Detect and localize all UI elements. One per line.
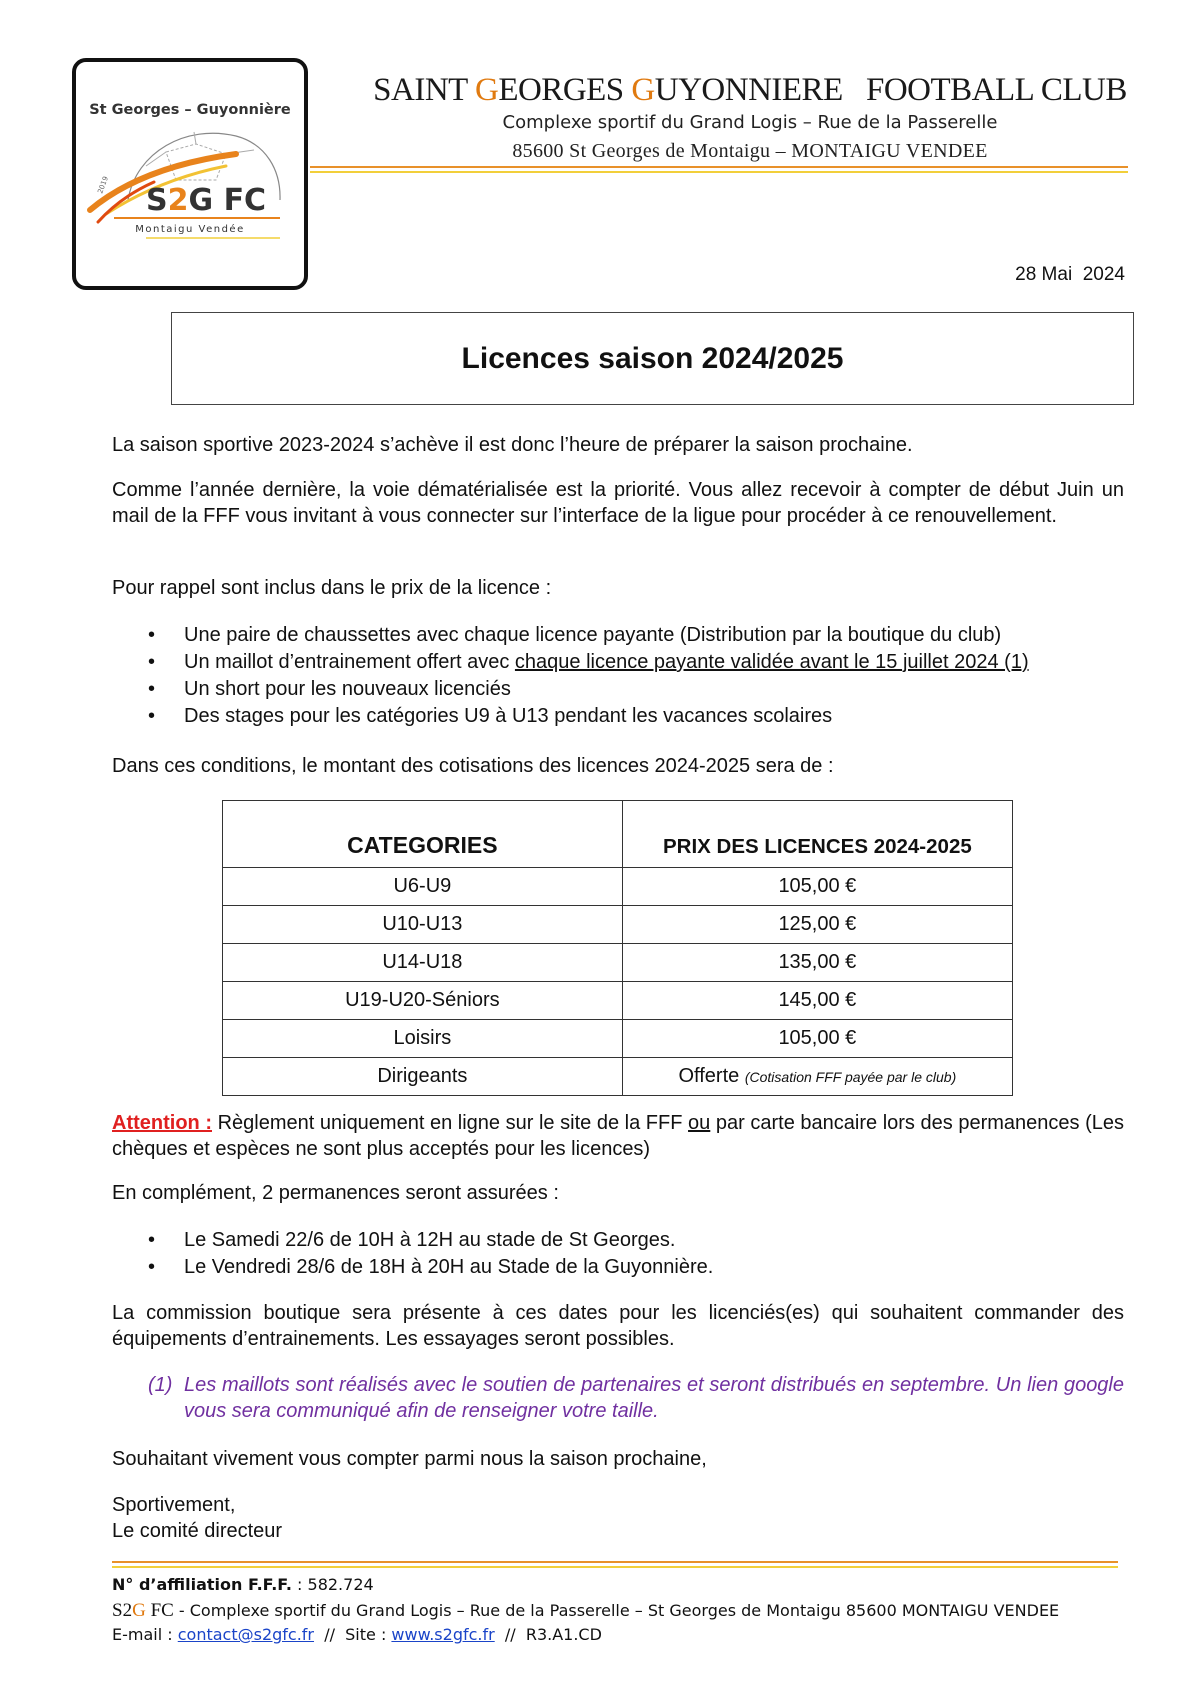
category-cell: U19-U20-Séniors [223, 982, 623, 1020]
header-rule-orange [310, 166, 1128, 168]
list-item: • Un maillot d’entrainement offert avec chaque licence payante validée avant le 15 juillet 2024 (1) [148, 649, 1138, 676]
paragraph-included: Pour rappel sont inclus dans le prix de la licence : [112, 577, 552, 599]
table-row [223, 982, 1013, 1020]
category-cell: U6-U9 [223, 868, 623, 906]
list-item: • Une paire de chaussettes avec chaque licence payante (Distribution par la boutique du club) [148, 622, 1138, 649]
header-rule-yellow [310, 171, 1128, 173]
footnote-text: Les maillots sont réalisés avec le soutien de partenaires et seront distribués en septembre. Un lien google vous sera communiqué afin de renseigner votre taille. [184, 1374, 1124, 1422]
attention-label: Attention : [112, 1112, 212, 1134]
paragraph-intro: La saison sportive 2023-2024 s’achève il est donc l’heure de préparer la saison prochaine. [112, 434, 913, 456]
price-table [222, 800, 1013, 1096]
price-cell: 105,00 € [622, 868, 1012, 906]
logo-subtitle: Montaigu Vendée [135, 224, 245, 235]
list-item: • Le Vendredi 28/6 de 18H à 20H au Stade de la Guyonnière. [148, 1254, 1138, 1281]
paragraph-boutique: La commission boutique sera présente à ces dates pour les licenciés(es) qui souhaitent commander des équipements d’entrainements. Les essayages seront possibles. [112, 1302, 1124, 1350]
page-title: Licences saison 2024/2025 [171, 312, 1134, 405]
footer-affiliation: N° d’affiliation F.F.F. : 582.724 [112, 1575, 374, 1594]
paragraph-conditions: Dans ces conditions, le montant des cotisations des licences 2024-2025 sera de : [112, 755, 834, 777]
logo-top-text: St Georges – Guyonnière [89, 102, 291, 118]
logo-graphic [76, 62, 304, 286]
footer-rule-orange [112, 1561, 1118, 1563]
table-row [223, 906, 1013, 944]
category-cell: Loisirs [223, 1020, 623, 1058]
table-row [223, 1058, 1013, 1096]
price-note: (Cotisation FFF payée par le club) [744, 1069, 957, 1085]
list-item: • Un short pour les nouveaux licenciés [148, 676, 1138, 703]
category-cell: U10-U13 [223, 906, 623, 944]
svg-text:S2G FC: S2G FC [146, 183, 267, 218]
column-header-prices: PRIX DES LICENCES 2024-2025 [622, 801, 1012, 868]
permanences-list [148, 1227, 1138, 1281]
list-item: • Des stages pour les catégories U9 à U13 pendant les vacances scolaires [148, 703, 1138, 730]
site-link[interactable]: www.s2gfc.fr [391, 1625, 495, 1644]
price-cell: 135,00 € [622, 944, 1012, 982]
footer-address: S2G FC - Complexe sportif du Grand Logis – Rue de la Passerelle – St Georges de Montaigu 85600 MONTAIGU VENDEE [112, 1600, 1060, 1621]
category-cell: U14-U18 [223, 944, 623, 982]
logo-year: 2019 [96, 175, 110, 195]
signature-line1: Sportivement, [112, 1494, 236, 1516]
footer-contact: E-mail : contact@s2gfc.fr // Site : www.s2gfc.fr // R3.A1.CD [112, 1625, 602, 1644]
letter-date: 28 Mai 2024 [1015, 264, 1125, 285]
price-cell: 125,00 € [622, 906, 1012, 944]
table-row [223, 1020, 1013, 1058]
price-cell: 145,00 € [622, 982, 1012, 1020]
header-address-line2: 85600 St Georges de Montaigu – MONTAIGU VENDEE [512, 140, 988, 162]
list-item: • Le Samedi 22/6 de 10H à 12H au stade de St Georges. [148, 1227, 1138, 1254]
category-cell: Dirigeants [223, 1058, 623, 1096]
paragraph-permanences: En complément, 2 permanences seront assurées : [112, 1182, 559, 1204]
footer-rule-yellow [112, 1566, 1118, 1568]
paragraph-closing: Souhaitant vivement vous compter parmi nous la saison prochaine, [112, 1448, 707, 1470]
column-header-categories: CATEGORIES [223, 801, 623, 868]
included-list [148, 622, 1138, 730]
footnote-number: (1) [148, 1374, 173, 1396]
header-address-line1: Complexe sportif du Grand Logis – Rue de la Passerelle [502, 112, 998, 133]
club-name: SAINT GEORGES GUYONNIERE FOOTBALL CLUB [373, 72, 1127, 108]
club-logo [72, 58, 308, 290]
paragraph-dematerialise: Comme l’année dernière, la voie dématérialisée est la priorité. Vous allez recevoir à compter de début Juin un mail de la FFF vous invitant à vous connecter sur l’interface de la ligue pour procéder à ce renouvellement. [112, 479, 1124, 527]
footer-brand: S2G FC [112, 1600, 174, 1621]
price-cell: 105,00 € [622, 1020, 1012, 1058]
table-row [223, 868, 1013, 906]
email-link[interactable]: contact@s2gfc.fr [177, 1625, 315, 1644]
signature-line2: Le comité directeur [112, 1520, 283, 1542]
footnote [148, 1372, 1124, 1424]
price-cell: Offerte (Cotisation FFF payée par le club) [622, 1058, 1012, 1096]
table-row [223, 944, 1013, 982]
paragraph-attention: Attention : Règlement uniquement en ligne sur le site de la FFF ou par carte bancaire lors des permanences (Les chèques et espèces ne sont plus acceptés pour les licences) [112, 1112, 1124, 1160]
